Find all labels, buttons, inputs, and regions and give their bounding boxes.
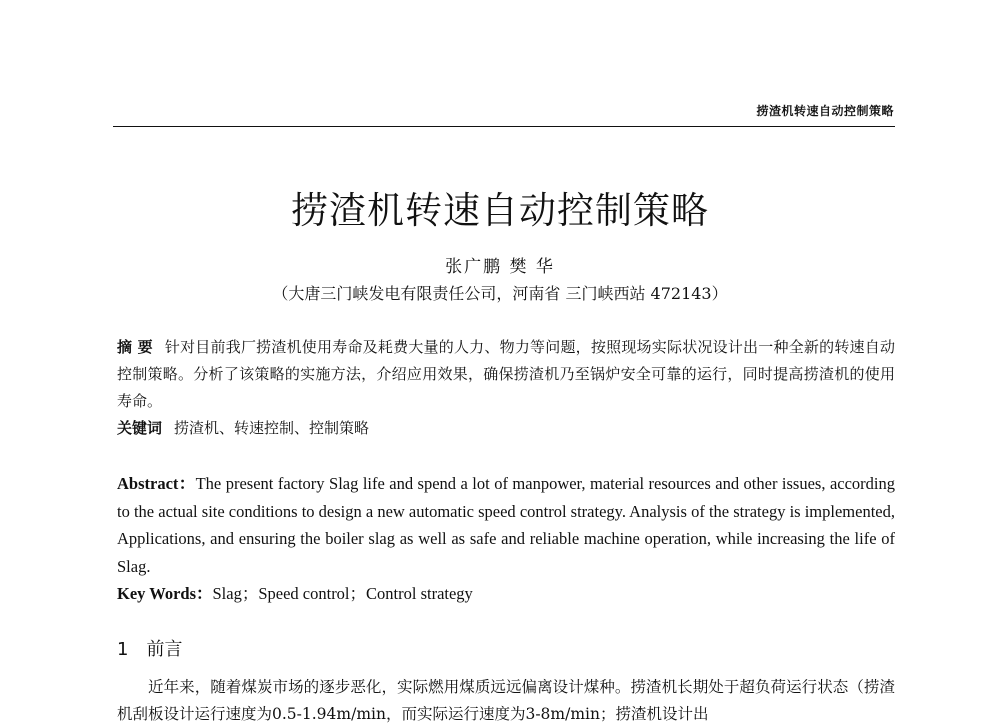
en-abstract xyxy=(117,470,895,580)
affiliation: （大唐三门峡发电有限责任公司，河南省 三门峡西站 472143） xyxy=(272,284,728,303)
cn-abstract-label: 摘 要 xyxy=(117,338,153,356)
en-keywords-label: Key Words： xyxy=(117,584,213,603)
en-keywords xyxy=(117,580,895,607)
cn-abstract-text: 针对目前我厂捞渣机使用寿命及耗费大量的人力、物力等问题，按照现场实际状况设计出一种全新的转速自动控制策略。分析了该策略的实施方法，介绍应用效果，确保捞渣机乃至锅炉安全可靠的运行，同时提高捞渣机的使用寿命。 xyxy=(117,338,895,410)
cn-keywords-text: 捞渣机、转速控制、控制策略 xyxy=(174,419,370,437)
paper-title: 捞渣机转速自动控制策略 xyxy=(291,189,709,232)
cn-keywords-label: 关键词 xyxy=(117,419,163,437)
en-abstract-label: Abstract： xyxy=(117,474,196,493)
section-number: 1 xyxy=(117,639,129,660)
authors: 张广鹏 樊 华 xyxy=(445,257,555,277)
running-head: 捞渣机转速自动控制策略 xyxy=(756,104,894,118)
cn-keywords xyxy=(117,415,895,442)
en-keywords-text: Slag；Speed control；Control strategy xyxy=(212,584,473,603)
section-title: 前言 xyxy=(146,639,183,660)
body-paragraph: 近年来，随着煤炭市场的逐步恶化，实际燃用煤质远远偏离设计煤种。捞渣机长期处于超负荷运行状态（捞渣机刮板设计运行速度为0.5-1.94m/min，而实际运行速度为3-8m/min；捞渣机设计出 xyxy=(117,678,895,723)
header-rule xyxy=(113,126,895,127)
en-abstract-text: The present factory Slag life and spend a lot of manpower, material resources and other issues, according to the actual site conditions to design a new automatic speed control strategy. Analysis of the strategy is implemented, Applications, and ensuring the boiler slag as well as safe and reliable machine operation, while increasing the life of Slag. xyxy=(117,474,895,576)
cn-abstract xyxy=(117,334,895,415)
section-heading xyxy=(117,635,182,661)
